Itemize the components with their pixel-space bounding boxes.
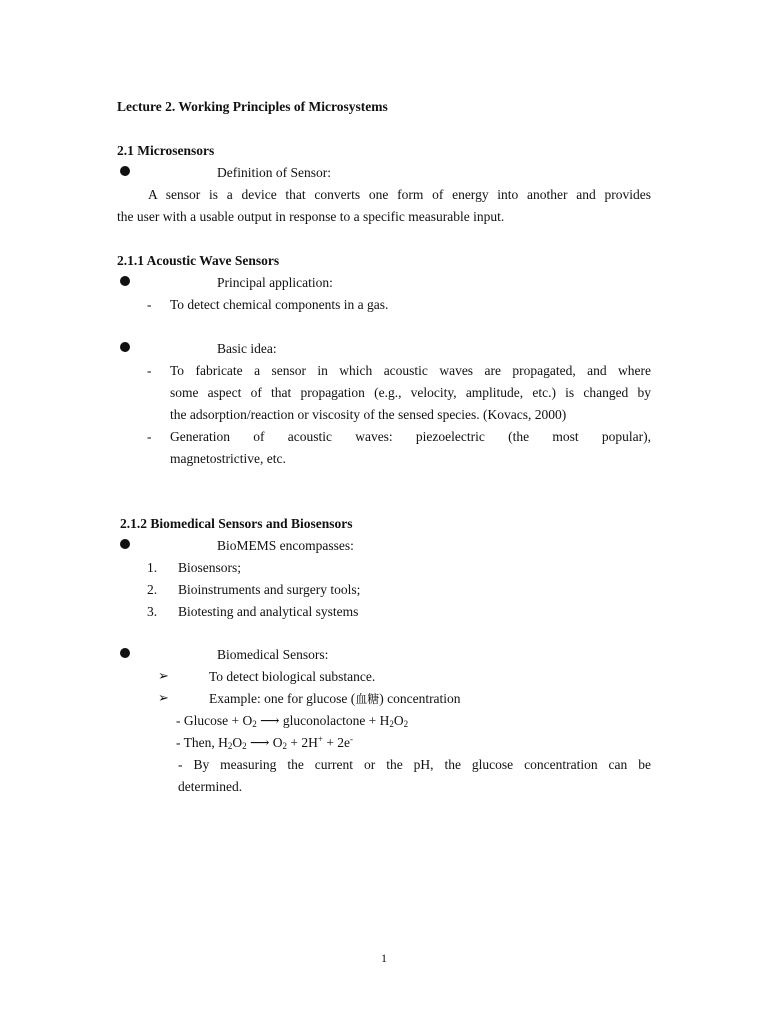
eq-subscript: 2 (282, 741, 287, 751)
eq-superscript: - (350, 734, 354, 744)
eq-text: - Then, H (176, 735, 228, 750)
eq-text: O (393, 713, 404, 728)
dash-marker: - (147, 429, 152, 444)
list-item-bioinstruments: Bioinstruments and surgery tools; (178, 582, 361, 597)
generation-line-2: magnetostrictive, etc. (170, 451, 286, 466)
dash-marker: - (147, 297, 152, 312)
bullet-biomems: BioMEMS encompasses: (217, 538, 354, 553)
page-number: 1 (381, 951, 387, 965)
glucose-example-text-end: ) concentration (379, 691, 461, 706)
eq-subscript: 2 (389, 719, 394, 729)
bullet-icon (120, 342, 130, 352)
section-2-1-1-heading: 2.1.1 Acoustic Wave Sensors (117, 253, 280, 268)
eq-text: + 2H (286, 735, 318, 750)
glucose-example-text: Example: one for glucose ( (209, 691, 356, 706)
eq-text: O (232, 735, 243, 750)
basic-idea-line-1: To fabricate a sensor in which acoustic waves are propagated, and where (170, 363, 651, 378)
measurement-line-1: - By measuring the current or the pH, the glucose concentration can be (178, 757, 651, 772)
list-number: 1. (147, 560, 158, 575)
list-item-biosensors: Biosensors; (178, 560, 242, 575)
section-2-1-2-heading: 2.1.2 Biomedical Sensors and Biosensors (120, 516, 353, 531)
eq-subscript: 2 (242, 741, 247, 751)
bullet-definition-of-sensor: Definition of Sensor: (217, 165, 331, 180)
bullet-icon (120, 166, 130, 176)
list-item-biotesting: Biotesting and analytical systems (178, 604, 359, 619)
bullet-icon (120, 276, 130, 286)
equation-glucose-oxidation (176, 713, 408, 729)
arrowhead-bullet-icon: ➢ (158, 691, 169, 706)
sensor-definition-line-1: A sensor is a device that converts one form of energy into another and provides (148, 187, 651, 202)
bullet-icon (120, 539, 130, 549)
eq-subscript: 2 (252, 719, 257, 729)
eq-text: - Glucose + O (176, 713, 253, 728)
lecture-title: Lecture 2. Working Principles of Microsystems (117, 99, 388, 114)
item-detect-biological: To detect biological substance. (209, 669, 376, 684)
eq-text: ⟶ gluconolactone + H (256, 713, 390, 728)
glucose-cjk-term: 血糖 (355, 692, 380, 706)
eq-text: ⟶ O (246, 735, 283, 750)
section-2-1-heading: 2.1 Microsensors (117, 143, 215, 158)
basic-idea-line-2: some aspect of that propagation (e.g., velocity, amplitude, etc.) is changed by (170, 385, 651, 400)
arrowhead-bullet-icon: ➢ (158, 669, 169, 684)
list-number: 3. (147, 604, 158, 619)
generation-line-1: Generation of acoustic waves: piezoelectric (the most popular), (170, 429, 651, 444)
item-detect-chemical: To detect chemical components in a gas. (170, 297, 389, 312)
sensor-definition-line-2: the user with a usable output in response to a specific measurable input. (117, 209, 505, 224)
bullet-icon (120, 648, 130, 658)
list-number: 2. (147, 582, 158, 597)
dash-marker: - (147, 363, 152, 378)
eq-superscript: + (317, 734, 323, 744)
measurement-line-2: determined. (178, 779, 243, 794)
eq-subscript: 2 (403, 719, 409, 729)
eq-subscript: 2 (227, 741, 233, 751)
eq-text: + 2e (322, 735, 351, 750)
bullet-biomedical-sensors: Biomedical Sensors: (217, 647, 329, 662)
equation-peroxide-decomposition (176, 735, 353, 751)
bullet-basic-idea: Basic idea: (217, 341, 277, 356)
bullet-principal-application: Principal application: (217, 275, 333, 290)
basic-idea-line-3: the adsorption/reaction or viscosity of the sensed species. (Kovacs, 2000) (170, 407, 567, 422)
item-glucose-example (209, 691, 461, 707)
